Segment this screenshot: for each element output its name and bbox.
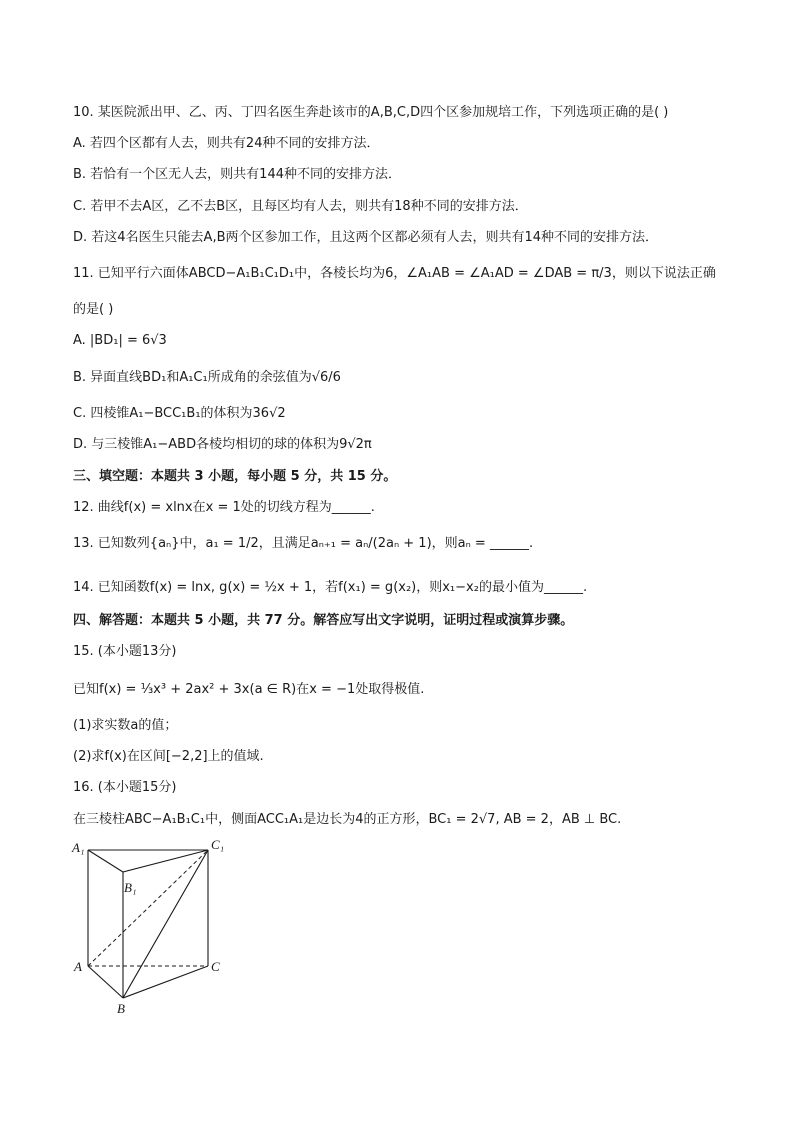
label-a1: A₁ [72,840,85,855]
q14: 14. 已知函数f(x) = lnx, g(x) = ½x + 1，若f(x₁) = g(x₂)，则x₁−x₂的最小值为______. [73,580,588,595]
q10-option-d: D. 若这4名医生只能去A,B两个区参加工作，且这两个区都必须有人去，则共有14种不同的安排方法． [73,230,659,245]
q15-part-1: (1)求实数a的值； [73,718,178,733]
q16-stem: 在三棱柱ABC−A₁B₁C₁中，侧面ACC₁A₁是边长为4的正方形，BC₁ = 2√7, AB = 2，AB ⊥ BC. [73,812,622,827]
q10-option-b: B. 若恰有一个区无人去，则共有144种不同的安排方法． [73,167,401,182]
q11-stem-cont: 的是( ) [73,302,114,317]
q11-option-b: B. 异面直线BD₁和A₁C₁所成角的余弦值为√6/6 [73,370,341,385]
label-c1: C₁ [211,837,225,852]
q15-part-2: (2)求f(x)在区间[−2,2]上的值域. [73,749,264,764]
segment-bc1 [123,850,208,998]
q11-option-d: D. 与三棱锥A₁−ABD各棱均相切的球的体积为9√2π [73,437,372,452]
q10-option-a: A. 若四个区都有人去，则共有24种不同的安排方法． [73,136,380,151]
q10-option-c: C. 若甲不去A区，乙不去B区，且每区均有人去，则共有18种不同的安排方法． [73,199,528,214]
q13: 13. 已知数列{aₙ}中，a₁ = 1/2，且满足aₙ₊₁ = aₙ/(2aₙ + 1)，则aₙ = ______. [73,536,534,551]
section-4-heading: 四、解答题：本题共 5 小题，共 77 分。解答应写出文字说明，证明过程或演算步骤。 [73,613,574,628]
q11-option-c: C. 四棱锥A₁−BCC₁B₁的体积为36√2 [73,406,286,421]
label-b: B [117,1001,125,1016]
edge-b1c1 [123,850,208,872]
q12: 12. 曲线f(x) = xlnx在x = 1处的切线方程为______. [73,500,375,515]
edge-bc [123,966,208,998]
section-3-heading: 三、填空题：本题共 3 小题，每小题 5 分，共 15 分。 [73,469,397,484]
q16-title: 16. (本小题15分) [73,780,177,795]
edge-a1b1 [88,850,123,872]
q11-stem: 11. 已知平行六面体ABCD−A₁B₁C₁D₁中，各棱长均为6，∠A₁AB = ∠A₁AD = ∠DAB = π/3，则以下说法正确 [73,266,716,281]
q15-stem: 已知f(x) = ⅓x³ + 2ax² + 3x(a ∈ R)在x = −1处取得极值. [73,682,425,697]
edge-ab [88,966,123,998]
label-a: A [74,959,82,974]
label-b1: B₁ [124,880,137,895]
label-c: C [211,959,220,974]
q15-title: 15. (本小题13分) [73,644,177,659]
q10-stem: 10. 某医院派出甲、乙、丙、丁四名医生奔赴该市的A,B,C,D四个区参加规培工作，下列选项正确的是( ) [73,105,669,120]
q11-option-a: A. |BD₁| = 6√3 [73,333,167,348]
segment-ac1-hidden [88,850,208,966]
prism-figure [68,836,228,1016]
